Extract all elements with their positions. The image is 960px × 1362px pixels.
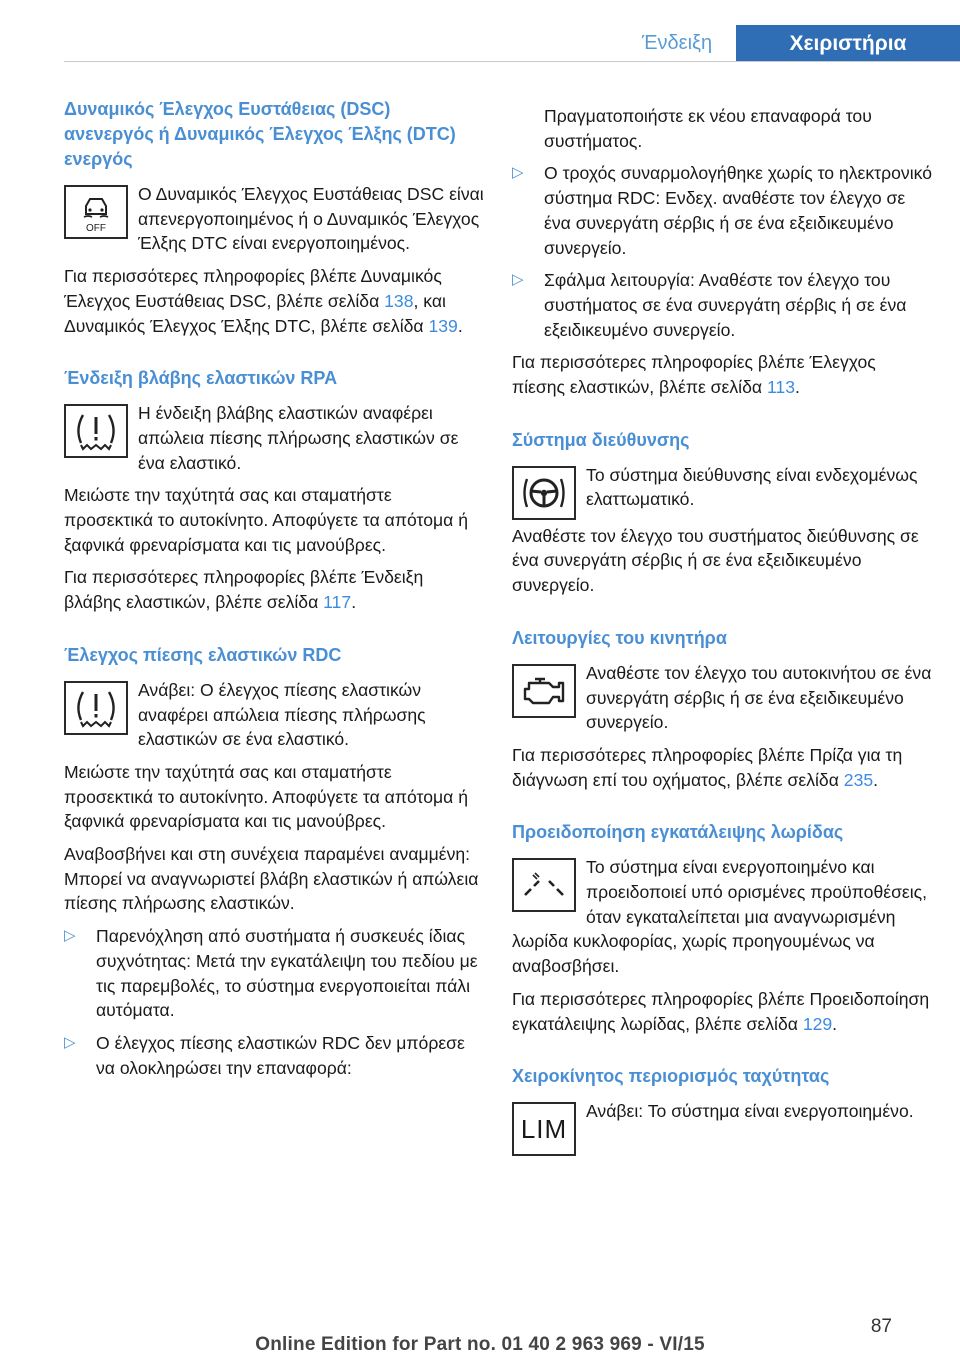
steering-warning-icon (512, 466, 576, 520)
rpa-description (64, 401, 484, 475)
page-link-139[interactable]: 139 (428, 315, 458, 336)
page-number: 87 (870, 1316, 892, 1337)
engine-more-text-b: . (873, 769, 879, 790)
rdc-more-text-b: . (795, 377, 800, 398)
steering-title: Σύστημα διεύθυνσης (512, 429, 690, 450)
rdc-flashing: Αναβοσβήνει και στη συνέχεια παραμένει αναμμένη: Μπορεί να αναγνωριστεί βλάβη ελαστικών ή απώλεια πίεσης πλήρωσης ελαστικών. (64, 844, 479, 914)
lane-more-text-a: Για περισσότερες πληροφορίες βλέπε Προειδοποίηση εγκατάλειψης λωρίδας, βλέπε σελίδα (512, 988, 930, 1034)
section-tab-controls[interactable]: Χειριστήρια (736, 25, 960, 62)
left-column (64, 97, 484, 1108)
dsc-more-text-a: Για περισσότερες πληροφορίες βλέπε Δυναμικός Έλεγχος Ευστάθειας DSC, βλέπε σελίδα (64, 266, 442, 311)
right-column (512, 104, 932, 1160)
lane-title: Προειδοποίηση εγκατάλειψης λωρίδας (512, 822, 844, 843)
lane-more-info (512, 987, 932, 1036)
rdc-more-section (512, 350, 932, 399)
list-item: ▷ Ο τροχός συναρμολογήθηκε χωρίς το ηλεκτρονικό σύστημα RDC: Ενδεχ. αναθέστε τον έλεγχο σε ένα συνεργάτη σέρβις ή σε ένα εξειδικευμένο συνεργείο. (512, 161, 932, 260)
page-link-117[interactable]: 117 (323, 592, 352, 613)
dsc-off-icon (64, 185, 128, 239)
dsc-more-info (64, 264, 484, 338)
page-header (0, 0, 960, 62)
rdc-text: Ανάβει: Ο έλεγχος πίεσης ελαστικών αναφέρει απώλεια πίεσης πλήρωσης ελαστικών σε ένα ελαστικό. (138, 679, 426, 750)
rdc-bullet-list (64, 924, 484, 1080)
page-link-235[interactable]: 235 (843, 769, 874, 790)
list-item: ▷ Σφάλμα λειτουργία: Αναθέστε τον έλεγχο του συστήματος σε ένα συνεργάτη σέρβις ή σε ένα εξειδικευμένο συνεργείο. (512, 268, 932, 342)
steering-section (512, 428, 932, 598)
rdc-description (64, 678, 484, 752)
dsc-title: Δυναμικός Έλεγχος Ευστάθειας (DSC) ανενεργός ή Δυναμικός Έλεγχος Έλξης (DTC) ενεργός (64, 99, 456, 169)
rdc-bullet-list-cont (512, 161, 932, 342)
dsc-text: Ο Δυναμικός Έλεγχος Ευστάθειας DSC είναι απενεργοποιημένος ή ο Δυναμικός Έλεγχος Έλξης DTC είναι ενεργοποιημένος. (138, 184, 484, 254)
section-tab-indicator[interactable]: Ένδειξη (641, 32, 713, 54)
rdc-more-info (512, 350, 932, 399)
lim-icon (512, 1102, 576, 1156)
limiter-description (512, 1099, 932, 1144)
rpa-section (64, 366, 484, 615)
lane-text: Το σύστημα είναι ενεργοποιημένο και προειδοποιεί υπό ορισμένες προϋποθέσεις, όταν εγκαταλείπεται μια αναγνωρισμένη λωρίδα κυκλοφορίας, χωρίς προηγουμένως να αναβοσβήσει. (512, 857, 928, 977)
engine-section (512, 626, 932, 793)
rdc-section (64, 643, 484, 1081)
dsc-description (64, 182, 484, 256)
list-item: ▷ Παρενόχληση από συστήματα ή συσκευές ίδιας συχνότητας: Μετά την εγκατάλειψη του πεδίου με τις παρεμβολές, το σύστημα ενεργοποιείται πάλι αυτόματα. (64, 924, 484, 1023)
rdc-more-text-a: Για περισσότερες πληροφορίες βλέπε Έλεγχος πίεσης ελαστικών, βλέπε σελίδα (512, 352, 876, 398)
footer-edition: Online Edition for Part no. 01 40 2 963 969 - VI/15 (255, 1334, 705, 1355)
limiter-section (512, 1064, 932, 1144)
limiter-text: Ανάβει: Το σύστημα είναι ενεργοποιημένο. (586, 1101, 914, 1122)
lim-label: LIM (520, 1113, 568, 1144)
rpa-text: Η ένδειξη βλάβης ελαστικών αναφέρει απώλεια πίεσης πλήρωσης ελαστικών σε ένα ελαστικό. (138, 403, 459, 473)
dsc-more-text-c: . (457, 315, 463, 336)
rpa-title: Ένδειξη βλάβης ελαστικών RPA (64, 368, 338, 389)
tire-warning-icon (64, 404, 128, 458)
list-item: ▷ Ο έλεγχος πίεσης ελαστικών RDC δεν μπόρεσε να ολοκληρώσει την επαναφορά: (64, 1031, 484, 1080)
lane-section (512, 820, 932, 1036)
rdc-action: Μειώστε την ταχύτητά σας και σταματήστε προσεκτικά το αυτοκίνητο. Αποφύγετε τα απότομα ή ξαφνικά φρεναρίσματα και τις μανούβρες. (64, 761, 468, 832)
rdc-title: Έλεγχος πίεσης ελαστικών RDC (64, 644, 342, 665)
steering-action: Αναθέστε τον έλεγχο του συστήματος διεύθυνσης σε ένα συνεργάτη σέρβις ή σε ένα εξειδικευμένο συνεργείο. (512, 525, 919, 596)
rdc-continuation: Πραγματοποιήστε εκ νέου επαναφορά του συστήματος. (544, 106, 872, 151)
limiter-title: Χειροκίνητος περιορισμός ταχύτητας (512, 1066, 830, 1087)
engine-text: Αναθέστε τον έλεγχο του αυτοκινήτου σε ένα συνεργάτη σέρβις ή σε ένα εξειδικευμένο συνεργείο. (586, 662, 932, 733)
page-footer (0, 1316, 960, 1356)
engine-check-icon (512, 664, 576, 718)
rpa-action: Μειώστε την ταχύτητά σας και σταματήστε προσεκτικά το αυτοκίνητο. Αποφύγετε τα απότομα ή ξαφνικά φρεναρίσματα και τις μανούβρες. (64, 485, 468, 555)
header-rule (64, 61, 960, 62)
steering-description (512, 463, 932, 512)
dsc-section (64, 97, 484, 338)
engine-description (512, 661, 932, 735)
engine-more-info (512, 743, 932, 792)
page-link-138[interactable]: 138 (384, 290, 414, 311)
engine-title: Λειτουργίες του κινητήρα (512, 627, 727, 648)
lane-more-text-b: . (832, 1013, 838, 1034)
page-link-113[interactable]: 113 (766, 377, 796, 398)
tire-warning-icon (64, 681, 128, 735)
rpa-more-text-a: Για περισσότερες πληροφορίες βλέπε Ένδειξη βλάβης ελαστικών, βλέπε σελίδα (64, 567, 424, 613)
svg-text:OFF: OFF (86, 223, 106, 234)
engine-more-text-a: Για περισσότερες πληροφορίες βλέπε Πρίζα για τη διάγνωση επί του οχήματος, βλέπε σελίδα (512, 744, 903, 790)
lane-description (512, 855, 932, 979)
steering-text: Το σύστημα διεύθυνσης είναι ενδεχομένως ελαττωματικό. (586, 464, 918, 510)
page-link-129[interactable]: 129 (802, 1013, 833, 1034)
rpa-more-info (64, 565, 484, 614)
lane-departure-icon (512, 858, 576, 912)
dsc-more-text-b: , και Δυναμικός Έλεγχος Έλξης DTC, βλέπε σελίδα (64, 290, 446, 336)
rpa-more-text-b: . (351, 592, 357, 613)
